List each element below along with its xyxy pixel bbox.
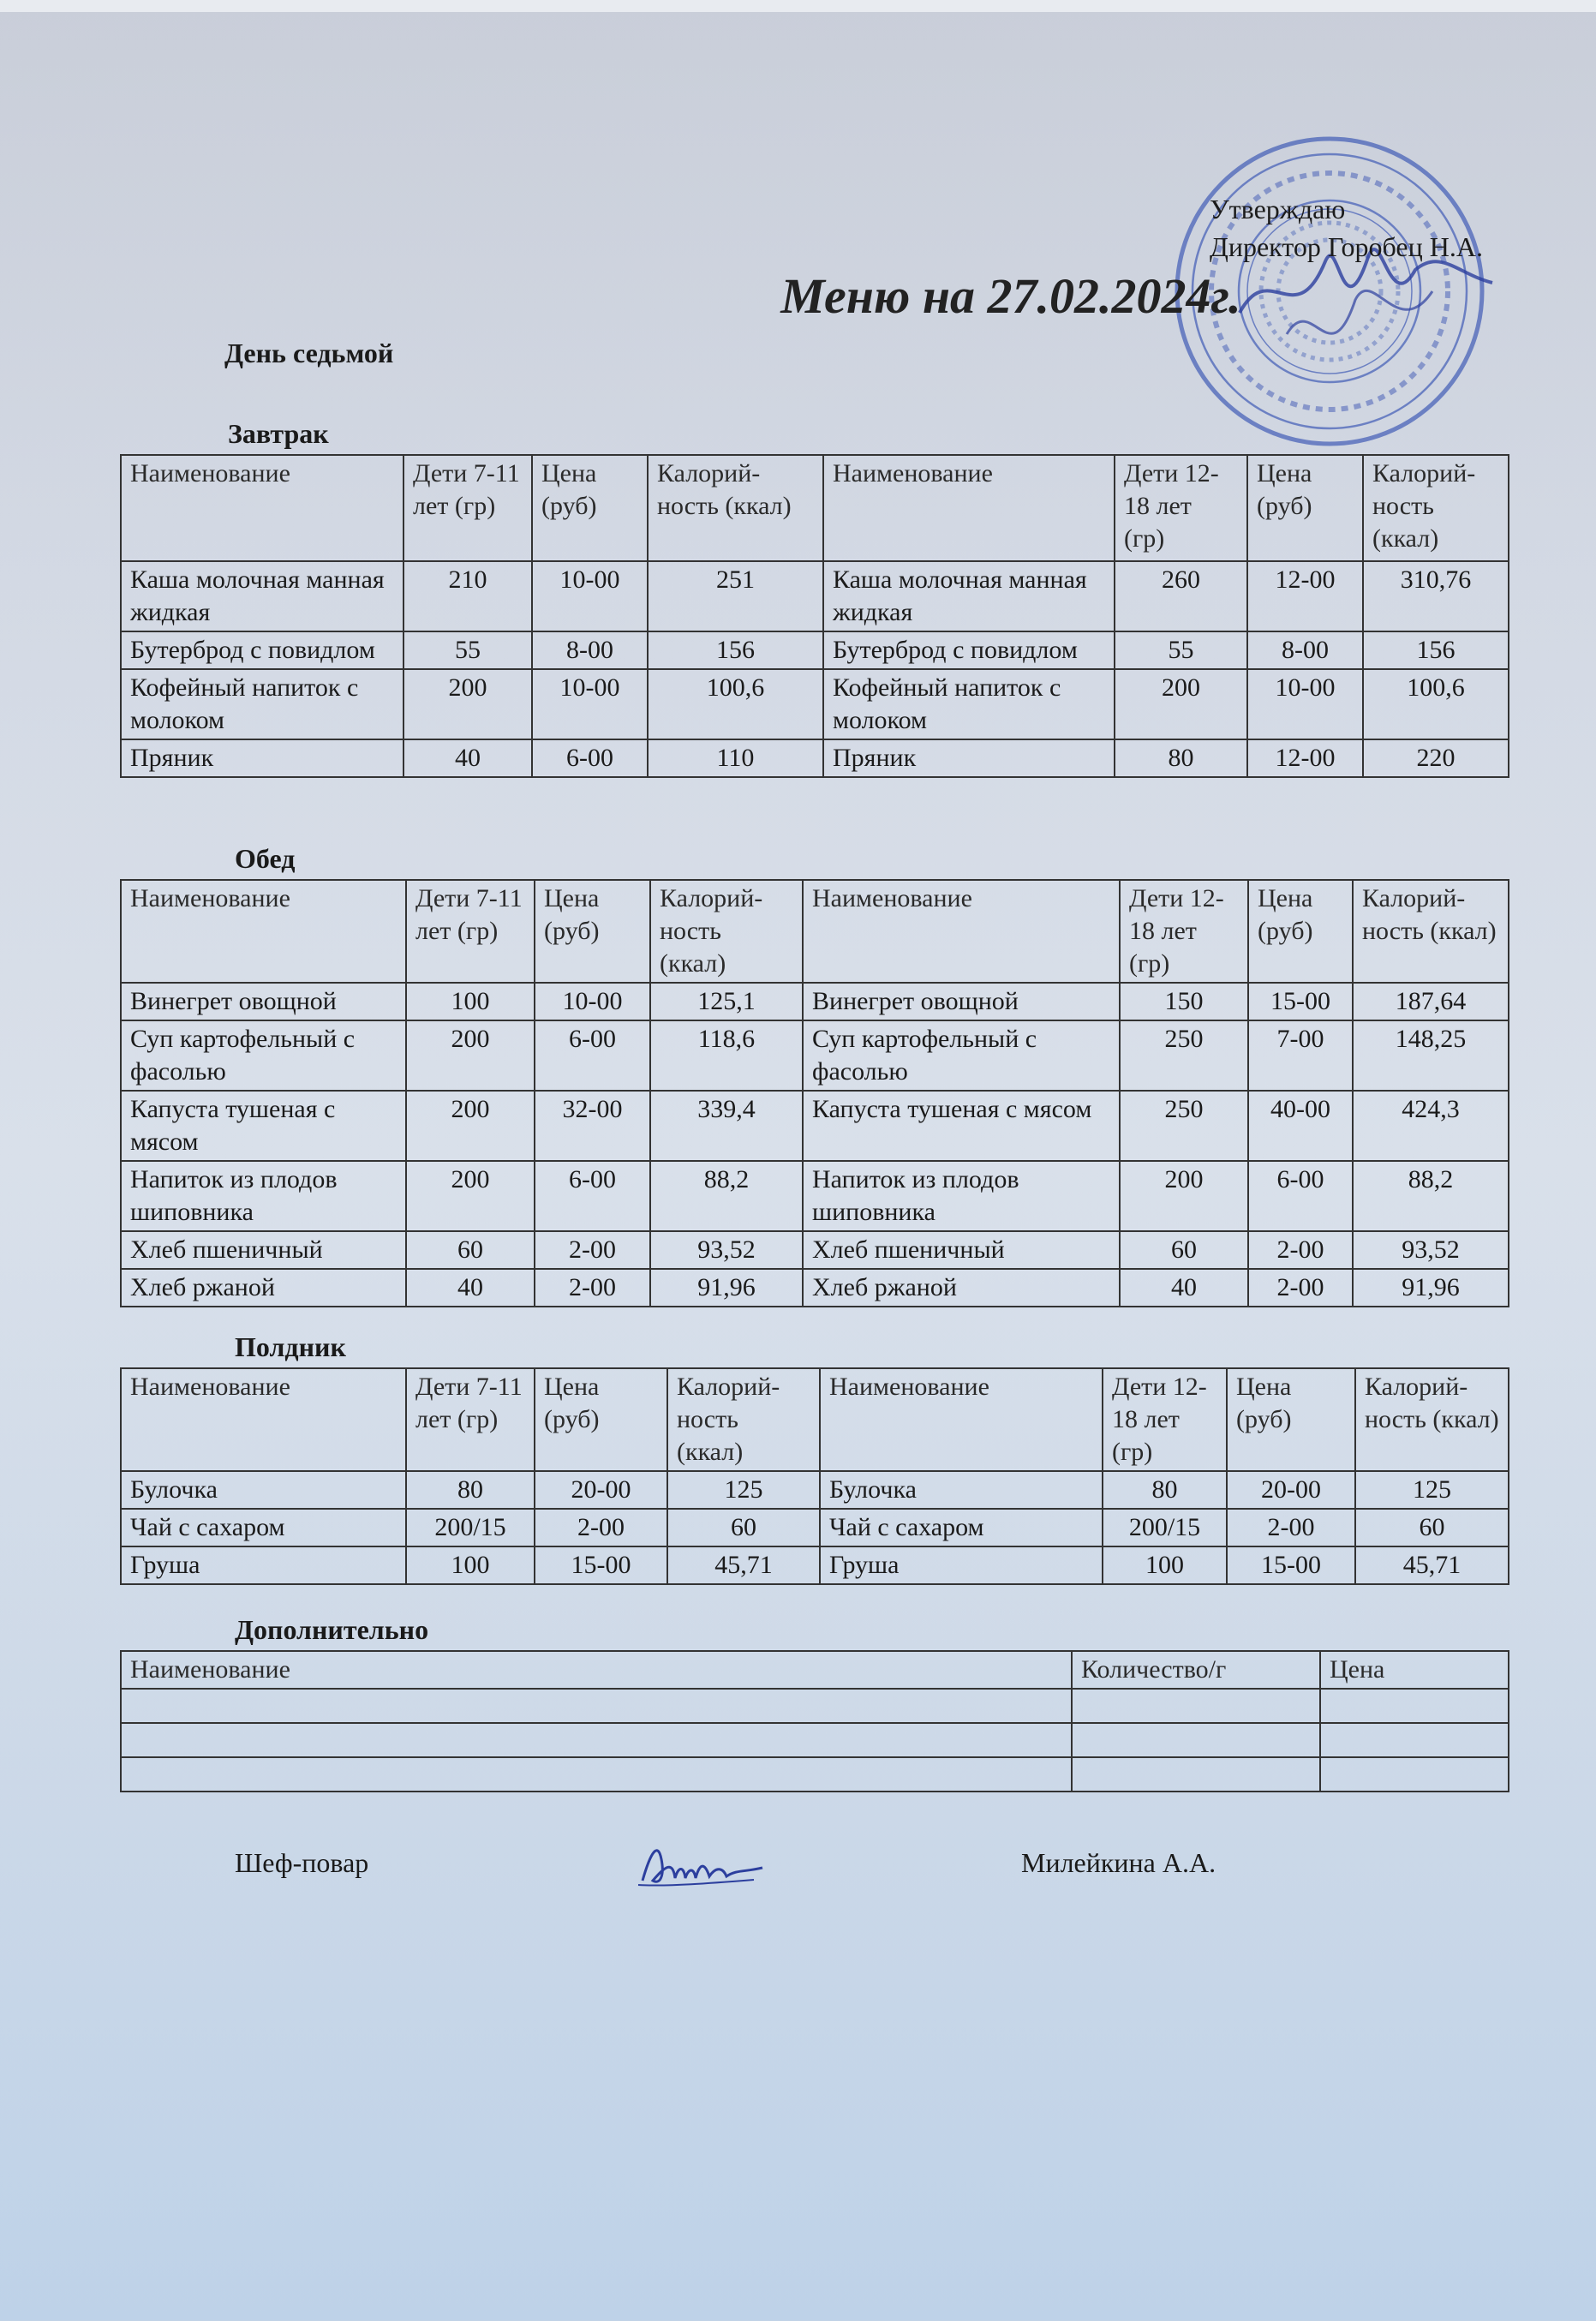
price-12-18: 8-00 bbox=[1247, 631, 1363, 669]
calories-12-18: 93,52 bbox=[1353, 1231, 1509, 1269]
chef-signature bbox=[634, 1833, 771, 1893]
header-kids-old: Дети 12-18 лет (гр) bbox=[1103, 1368, 1227, 1471]
header-price: Цена (руб) bbox=[1248, 880, 1353, 983]
price-7-11: 2-00 bbox=[535, 1231, 650, 1269]
price-7-11: 8-00 bbox=[532, 631, 648, 669]
price-12-18: 12-00 bbox=[1247, 561, 1363, 631]
price-12-18: 2-00 bbox=[1248, 1231, 1353, 1269]
dish-name-7-11: Капуста тушеная с мясом bbox=[121, 1091, 406, 1161]
price-7-11: 6-00 bbox=[532, 739, 648, 777]
dish-name-7-11: Чай с сахаром bbox=[121, 1509, 406, 1546]
portion-7-11: 200 bbox=[406, 1020, 535, 1091]
page-title: Меню на 27.02.2024г. bbox=[780, 268, 1241, 324]
header-quantity: Количество/г bbox=[1072, 1651, 1320, 1689]
price-7-11: 20-00 bbox=[535, 1471, 667, 1509]
header-calories: Калорий-ность (ккал) bbox=[1353, 880, 1509, 983]
price-12-18: 15-00 bbox=[1248, 983, 1353, 1020]
price-7-11: 32-00 bbox=[535, 1091, 650, 1161]
portion-7-11: 200 bbox=[403, 669, 532, 739]
portion-12-18: 55 bbox=[1115, 631, 1247, 669]
calories-12-18: 156 bbox=[1363, 631, 1509, 669]
price-7-11: 2-00 bbox=[535, 1509, 667, 1546]
calories-7-11: 100,6 bbox=[648, 669, 823, 739]
calories-7-11: 125 bbox=[667, 1471, 820, 1509]
calories-12-18: 310,76 bbox=[1363, 561, 1509, 631]
table-row bbox=[121, 1161, 1509, 1231]
breakfast-rows bbox=[121, 561, 1509, 777]
header-name: Наименование bbox=[121, 1651, 1072, 1689]
table-header-row bbox=[121, 880, 1509, 983]
dish-name-7-11: Кофейный напиток с молоком bbox=[121, 669, 403, 739]
header-kids-young: Дети 7-11 лет (гр) bbox=[403, 455, 532, 561]
table-row bbox=[121, 1269, 1509, 1307]
price-12-18: 10-00 bbox=[1247, 669, 1363, 739]
portion-12-18: 60 bbox=[1120, 1231, 1248, 1269]
portion-7-11: 40 bbox=[406, 1269, 535, 1307]
table-row bbox=[121, 1546, 1509, 1584]
calories-12-18: 220 bbox=[1363, 739, 1509, 777]
approval-line-approve: Утверждаю bbox=[1210, 194, 1346, 224]
breakfast-table bbox=[120, 454, 1509, 778]
portion-7-11: 40 bbox=[403, 739, 532, 777]
dish-name-7-11: Пряник bbox=[121, 739, 403, 777]
calories-7-11: 125,1 bbox=[650, 983, 803, 1020]
dish-name-7-11: Груша bbox=[121, 1546, 406, 1584]
calories-12-18: 91,96 bbox=[1353, 1269, 1509, 1307]
calories-7-11: 251 bbox=[648, 561, 823, 631]
portion-12-18: 250 bbox=[1120, 1020, 1248, 1091]
portion-7-11: 200/15 bbox=[406, 1509, 535, 1546]
calories-12-18: 424,3 bbox=[1353, 1091, 1509, 1161]
portion-12-18: 200 bbox=[1120, 1161, 1248, 1231]
portion-7-11: 200 bbox=[406, 1091, 535, 1161]
header-name: Наименование bbox=[820, 1368, 1103, 1471]
calories-12-18: 45,71 bbox=[1355, 1546, 1509, 1584]
table-row bbox=[121, 1509, 1509, 1546]
calories-7-11: 45,71 bbox=[667, 1546, 820, 1584]
header-price: Цена (руб) bbox=[535, 1368, 667, 1471]
lunch-table bbox=[120, 879, 1509, 1307]
portion-12-18: 250 bbox=[1120, 1091, 1248, 1161]
price-12-18: 2-00 bbox=[1248, 1269, 1353, 1307]
day-label: День седьмой bbox=[224, 338, 394, 368]
price-12-18: 7-00 bbox=[1248, 1020, 1353, 1091]
table-row bbox=[121, 561, 1509, 631]
chef-role-label: Шеф-повар bbox=[235, 1847, 369, 1878]
dish-name-7-11: Хлеб пшеничный bbox=[121, 1231, 406, 1269]
dish-name-12-18: Чай с сахаром bbox=[820, 1509, 1103, 1546]
snack-rows bbox=[121, 1471, 1509, 1584]
calories-7-11: 93,52 bbox=[650, 1231, 803, 1269]
dish-name-12-18: Винегрет овощной bbox=[803, 983, 1120, 1020]
table-row-empty bbox=[121, 1757, 1509, 1792]
table-row bbox=[121, 983, 1509, 1020]
header-calories: Калорий-ность (ккал) bbox=[650, 880, 803, 983]
header-name: Наименование bbox=[121, 1368, 406, 1471]
price-7-11: 6-00 bbox=[535, 1020, 650, 1091]
price-7-11: 6-00 bbox=[535, 1161, 650, 1231]
portion-7-11: 210 bbox=[403, 561, 532, 631]
calories-12-18: 60 bbox=[1355, 1509, 1509, 1546]
table-row bbox=[121, 1020, 1509, 1091]
portion-7-11: 100 bbox=[406, 1546, 535, 1584]
table-row bbox=[121, 631, 1509, 669]
price-7-11: 15-00 bbox=[535, 1546, 667, 1584]
portion-12-18: 200 bbox=[1115, 669, 1247, 739]
dish-name-7-11: Хлеб ржаной bbox=[121, 1269, 406, 1307]
dish-name-7-11: Бутерброд с повидлом bbox=[121, 631, 403, 669]
header-price: Цена (руб) bbox=[535, 880, 650, 983]
calories-7-11: 60 bbox=[667, 1509, 820, 1546]
header-calories: Калорий-ность (ккал) bbox=[1355, 1368, 1509, 1471]
price-12-18: 40-00 bbox=[1248, 1091, 1353, 1161]
extra-table bbox=[120, 1650, 1509, 1792]
lunch-rows bbox=[121, 983, 1509, 1307]
portion-7-11: 60 bbox=[406, 1231, 535, 1269]
dish-name-12-18: Хлеб ржаной bbox=[803, 1269, 1120, 1307]
portion-12-18: 200/15 bbox=[1103, 1509, 1227, 1546]
portion-12-18: 80 bbox=[1103, 1471, 1227, 1509]
price-7-11: 10-00 bbox=[532, 669, 648, 739]
table-row bbox=[121, 1091, 1509, 1161]
dish-name-12-18: Капуста тушеная с мясом bbox=[803, 1091, 1120, 1161]
portion-12-18: 40 bbox=[1120, 1269, 1248, 1307]
section-label-snack: Полдник bbox=[235, 1331, 346, 1362]
dish-name-7-11: Булочка bbox=[121, 1471, 406, 1509]
header-calories: Калорий-ность (ккал) bbox=[667, 1368, 820, 1471]
price-12-18: 15-00 bbox=[1227, 1546, 1355, 1584]
price-12-18: 6-00 bbox=[1248, 1161, 1353, 1231]
header-price: Цена (руб) bbox=[1247, 455, 1363, 561]
dish-name-12-18: Суп картофельный с фасолью bbox=[803, 1020, 1120, 1091]
calories-7-11: 91,96 bbox=[650, 1269, 803, 1307]
header-kids-old: Дети 12-18 лет (гр) bbox=[1115, 455, 1247, 561]
price-12-18: 2-00 bbox=[1227, 1509, 1355, 1546]
calories-12-18: 148,25 bbox=[1353, 1020, 1509, 1091]
portion-12-18: 150 bbox=[1120, 983, 1248, 1020]
section-label-extra: Дополнительно bbox=[235, 1614, 429, 1645]
header-kids-young: Дети 7-11 лет (гр) bbox=[406, 1368, 535, 1471]
dish-name-7-11: Напиток из плодов шиповника bbox=[121, 1161, 406, 1231]
price-7-11: 10-00 bbox=[532, 561, 648, 631]
header-name: Наименование bbox=[121, 880, 406, 983]
calories-12-18: 88,2 bbox=[1353, 1161, 1509, 1231]
dish-name-12-18: Хлеб пшеничный bbox=[803, 1231, 1120, 1269]
dish-name-7-11: Суп картофельный с фасолью bbox=[121, 1020, 406, 1091]
table-row bbox=[121, 739, 1509, 777]
dish-name-12-18: Бутерброд с повидлом bbox=[823, 631, 1115, 669]
calories-7-11: 339,4 bbox=[650, 1091, 803, 1161]
portion-12-18: 260 bbox=[1115, 561, 1247, 631]
dish-name-12-18: Груша bbox=[820, 1546, 1103, 1584]
dish-name-12-18: Пряник bbox=[823, 739, 1115, 777]
dish-name-12-18: Булочка bbox=[820, 1471, 1103, 1509]
table-row bbox=[121, 669, 1509, 739]
header-name: Наименование bbox=[121, 455, 403, 561]
price-7-11: 10-00 bbox=[535, 983, 650, 1020]
approval-block bbox=[1210, 190, 1483, 266]
header-name: Наименование bbox=[823, 455, 1115, 561]
section-label-breakfast: Завтрак bbox=[228, 418, 329, 449]
dish-name-12-18: Кофейный напиток с молоком bbox=[823, 669, 1115, 739]
header-kids-old: Дети 12-18 лет (гр) bbox=[1120, 880, 1248, 983]
header-price: Цена bbox=[1320, 1651, 1509, 1689]
header-calories: Калорий-ность (ккал) bbox=[648, 455, 823, 561]
portion-12-18: 100 bbox=[1103, 1546, 1227, 1584]
dish-name-7-11: Винегрет овощной bbox=[121, 983, 406, 1020]
price-12-18: 20-00 bbox=[1227, 1471, 1355, 1509]
header-price: Цена (руб) bbox=[532, 455, 648, 561]
approval-line-director: Директор Горобец Н.А. bbox=[1210, 231, 1483, 262]
price-12-18: 12-00 bbox=[1247, 739, 1363, 777]
dish-name-7-11: Каша молочная манная жидкая bbox=[121, 561, 403, 631]
chef-name: Милейкина А.А. bbox=[1021, 1847, 1216, 1878]
calories-7-11: 156 bbox=[648, 631, 823, 669]
table-header-row bbox=[121, 1651, 1509, 1689]
section-label-lunch: Обед bbox=[235, 843, 296, 874]
portion-7-11: 80 bbox=[406, 1471, 535, 1509]
portion-7-11: 55 bbox=[403, 631, 532, 669]
calories-12-18: 125 bbox=[1355, 1471, 1509, 1509]
header-kids-young: Дети 7-11 лет (гр) bbox=[406, 880, 535, 983]
table-row-empty bbox=[121, 1689, 1509, 1723]
table-row bbox=[121, 1471, 1509, 1509]
calories-12-18: 100,6 bbox=[1363, 669, 1509, 739]
header-calories: Калорий-ность (ккал) bbox=[1363, 455, 1509, 561]
header-name: Наименование bbox=[803, 880, 1120, 983]
table-header-row bbox=[121, 455, 1509, 561]
table-row-empty bbox=[121, 1723, 1509, 1757]
table-header-row bbox=[121, 1368, 1509, 1471]
calories-7-11: 88,2 bbox=[650, 1161, 803, 1231]
portion-7-11: 100 bbox=[406, 983, 535, 1020]
table-row bbox=[121, 1231, 1509, 1269]
price-7-11: 2-00 bbox=[535, 1269, 650, 1307]
calories-7-11: 110 bbox=[648, 739, 823, 777]
portion-12-18: 80 bbox=[1115, 739, 1247, 777]
portion-7-11: 200 bbox=[406, 1161, 535, 1231]
dish-name-12-18: Напиток из плодов шиповника bbox=[803, 1161, 1120, 1231]
dish-name-12-18: Каша молочная манная жидкая bbox=[823, 561, 1115, 631]
calories-12-18: 187,64 bbox=[1353, 983, 1509, 1020]
snack-table bbox=[120, 1367, 1509, 1585]
calories-7-11: 118,6 bbox=[650, 1020, 803, 1091]
header-price: Цена (руб) bbox=[1227, 1368, 1355, 1471]
